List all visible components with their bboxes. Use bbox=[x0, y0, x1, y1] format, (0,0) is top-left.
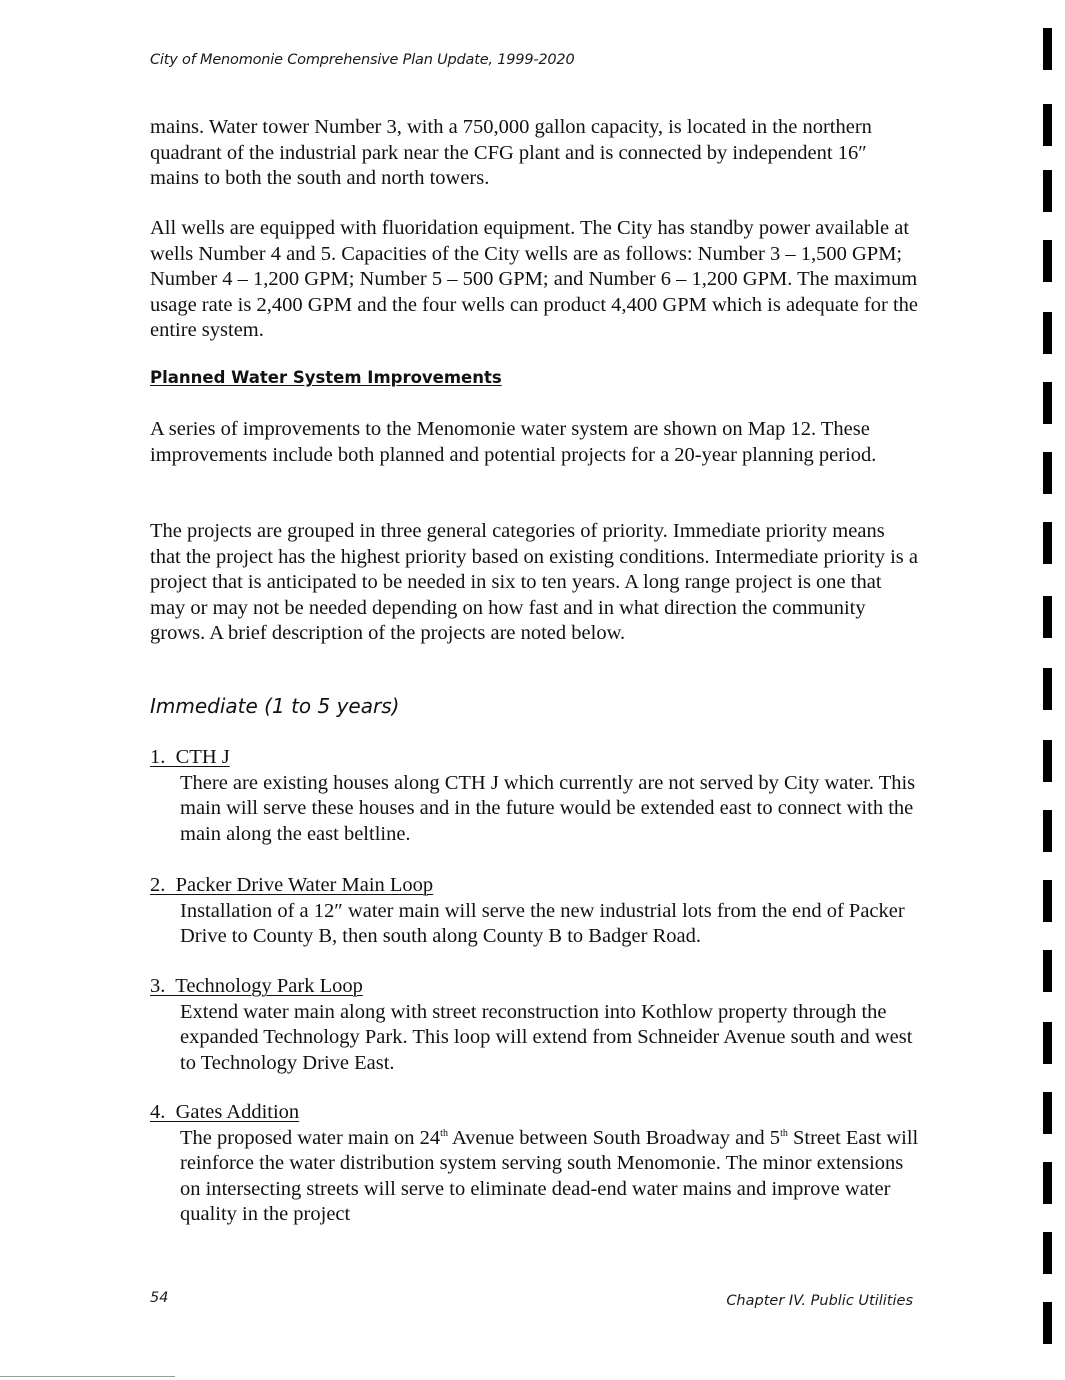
binding-mark bbox=[1043, 170, 1052, 212]
binding-mark bbox=[1043, 312, 1052, 354]
binding-mark bbox=[1043, 810, 1052, 852]
item-title: 4. Gates Addition bbox=[150, 1101, 300, 1123]
item-description: Installation of a 12″ water main will serve the new industrial lots from the end of Packer Drive to County B, then south along County B to Badger Road. bbox=[180, 899, 905, 947]
item-description: Extend water main along with street reconstruction into Kothlow property through the expanded Technology Park. This loop will extend from Schneider Avenue south and west to Technology Drive East. bbox=[180, 1000, 913, 1074]
binding-mark bbox=[1043, 1022, 1052, 1064]
scan-edge-line bbox=[0, 1376, 175, 1377]
binding-mark bbox=[1043, 1232, 1052, 1274]
section-heading: Planned Water System Improvements bbox=[150, 368, 502, 387]
binding-mark bbox=[1043, 1302, 1052, 1344]
ordinal-suffix: th bbox=[780, 1127, 788, 1139]
binding-mark bbox=[1043, 668, 1052, 710]
binding-mark bbox=[1043, 596, 1052, 638]
item-title: 1. CTH J bbox=[150, 746, 230, 768]
binding-mark bbox=[1043, 382, 1052, 424]
binding-mark bbox=[1043, 740, 1052, 782]
paragraph-improvements-intro: A series of improvements to the Menomonie water system are shown on Map 12. These improvements include both planned and potential projects for a 20-year planning period. bbox=[150, 418, 877, 466]
paragraph-water-tower: mains. Water tower Number 3, with a 750,000 gallon capacity, is located in the northern quadrant of the industrial park near the CFG plant and is connected by independent 16″ mains to both the south and north towers. bbox=[150, 116, 872, 189]
binding-mark bbox=[1043, 452, 1052, 494]
binding-mark bbox=[1043, 28, 1052, 70]
desc-text-c: Street East will reinforce the water distribution system serving south Menomonie. The minor extensions on intersecting streets will serve to eliminate dead-end water mains and improve water quality in the project bbox=[180, 1126, 919, 1225]
item-title: 2. Packer Drive Water Main Loop bbox=[150, 874, 434, 896]
binding-marks bbox=[1040, 0, 1054, 1380]
item-description bbox=[180, 1126, 920, 1228]
binding-mark bbox=[1043, 104, 1052, 146]
binding-mark bbox=[1043, 522, 1052, 564]
desc-text-b: Avenue between South Broadway and 5 bbox=[447, 1126, 781, 1149]
running-header: City of Menomonie Comprehensive Plan Update, 1999-2020 bbox=[150, 52, 575, 68]
item-description: There are existing houses along CTH J which currently are not served by City water. This main will serve these houses and in the future would be extended east to connect with the main along the east beltline. bbox=[180, 771, 916, 845]
paragraph-priority-categories: The projects are grouped in three general categories of priority. Immediate priority means that the project has the highest priority based on existing conditions. Intermediate priority is a project that is anticipated to be needed in six to ten years. A long range project is one that may or may not be needed depending on how fast and in what direction the community grows. A brief description of the projects are noted below. bbox=[150, 520, 918, 644]
immediate-subheading: Immediate (1 to 5 years) bbox=[150, 694, 400, 718]
list-item bbox=[150, 1100, 920, 1228]
list-item bbox=[150, 745, 920, 847]
list-item bbox=[150, 974, 920, 1076]
ordinal-suffix: th bbox=[440, 1127, 448, 1139]
binding-mark bbox=[1043, 240, 1052, 282]
binding-mark bbox=[1043, 880, 1052, 922]
chapter-footer: Chapter IV. Public Utilities bbox=[726, 1293, 913, 1309]
item-title: 3. Technology Park Loop bbox=[150, 975, 363, 997]
paragraph-wells: All wells are equipped with fluoridation equipment. The City has standby power available at wells Number 4 and 5. Capacities of the City wells are as follows: Number 3 – 1,500 GPM; Number 4 – 1,200 GPM; Number 5 – 500 GPM; and Number 6 – 1,200 GPM. The maximum usage rate is 2,400 GPM and the four wells can product 4,400 GPM which is adequate for the entire system. bbox=[150, 217, 919, 341]
binding-mark bbox=[1043, 1162, 1052, 1204]
list-item bbox=[150, 873, 920, 950]
binding-mark bbox=[1043, 1092, 1052, 1134]
page-number: 54 bbox=[150, 1290, 169, 1306]
binding-mark bbox=[1043, 950, 1052, 992]
desc-text-a: The proposed water main on 24 bbox=[180, 1126, 441, 1149]
